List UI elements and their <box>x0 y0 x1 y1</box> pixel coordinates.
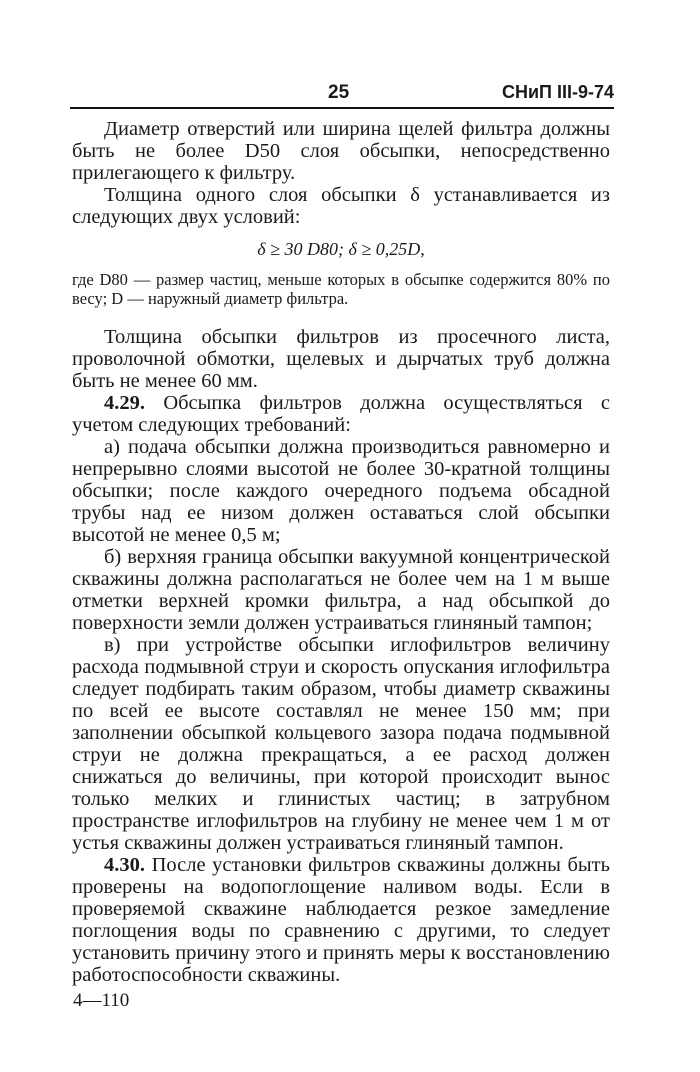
document-code: СНиП III-9-74 <box>501 82 614 102</box>
section-4-29 <box>72 392 610 436</box>
signature-mark: 4—110 <box>73 990 130 1011</box>
page-header <box>70 82 614 106</box>
formula-note: где D80 — размер частиц, меньше которых в обсыпке содержится 80% по весу; D — наружный диаметр фильтра. <box>72 270 610 308</box>
section-number: 4.30. <box>104 854 145 876</box>
list-item-c: в) при устройстве обсыпки иглофильтров величину расхода подмывной струи и скорость опускания иглофильтра следует подбирать таким образом, чтобы диаметр скважины по всей ее высоте составлял не менее 150 мм; при заполнении обсыпкой кольцевого зазора подача подмывной струи не должна прекращаться, а ее расход должен снижаться до величины, при которой происходит вынос только мелких и глинистых частиц; в затрубном пространстве иглофильтров на глубину не менее чем 1 м от устья скважины должен устраиваться глиняный тампон. <box>72 634 610 854</box>
section-4-30 <box>72 854 610 986</box>
formula: δ ≥ 30 D80; δ ≥ 0,25D, <box>257 239 425 259</box>
page-number: 25 <box>328 82 350 103</box>
section-text: После установки фильтров скважины должны быть проверены на водопоглощение наливом воды. Если в проверяемой скважине наблюдается резкое замедление поглощения воды по сравнению с другими, то следует установить причину этого и принять меры к восстановлению работоспособности скважины. <box>72 854 610 986</box>
paragraph-filter-openings: Диаметр отверстий или ширина щелей фильтра должны быть не более D50 слоя обсыпки, непосредственно прилегающего к фильтру. <box>72 118 610 184</box>
header-rule <box>70 107 614 109</box>
page-body <box>72 118 610 986</box>
section-number: 4.29. <box>104 392 145 414</box>
section-text: Обсыпка фильтров должна осуществляться с учетом следующих требований: <box>72 392 610 436</box>
paragraph-min-thickness: Толщина обсыпки фильтров из просечного листа, проволочной обмотки, щелевых и дырчатых труб должна быть не менее 60 мм. <box>72 326 610 392</box>
list-item-a: а) подача обсыпки должна производиться равномерно и непрерывно слоями высотой не более 30-кратной толщины обсыпки; после каждого очередного подъема обсадной трубы над ее низом должен оставаться слой обсыпки высотой не менее 0,5 м; <box>72 436 610 546</box>
list-item-b: б) верхняя граница обсыпки вакуумной концентрической скважины должна располагаться не более чем на 1 м выше отметки верхней кромки фильтра, а над обсыпкой до поверхности земли должен устраиваться глиняный тампон; <box>72 546 610 634</box>
paragraph-layer-thickness: Толщина одного слоя обсыпки δ устанавливается из следующих двух условий: <box>72 184 610 228</box>
